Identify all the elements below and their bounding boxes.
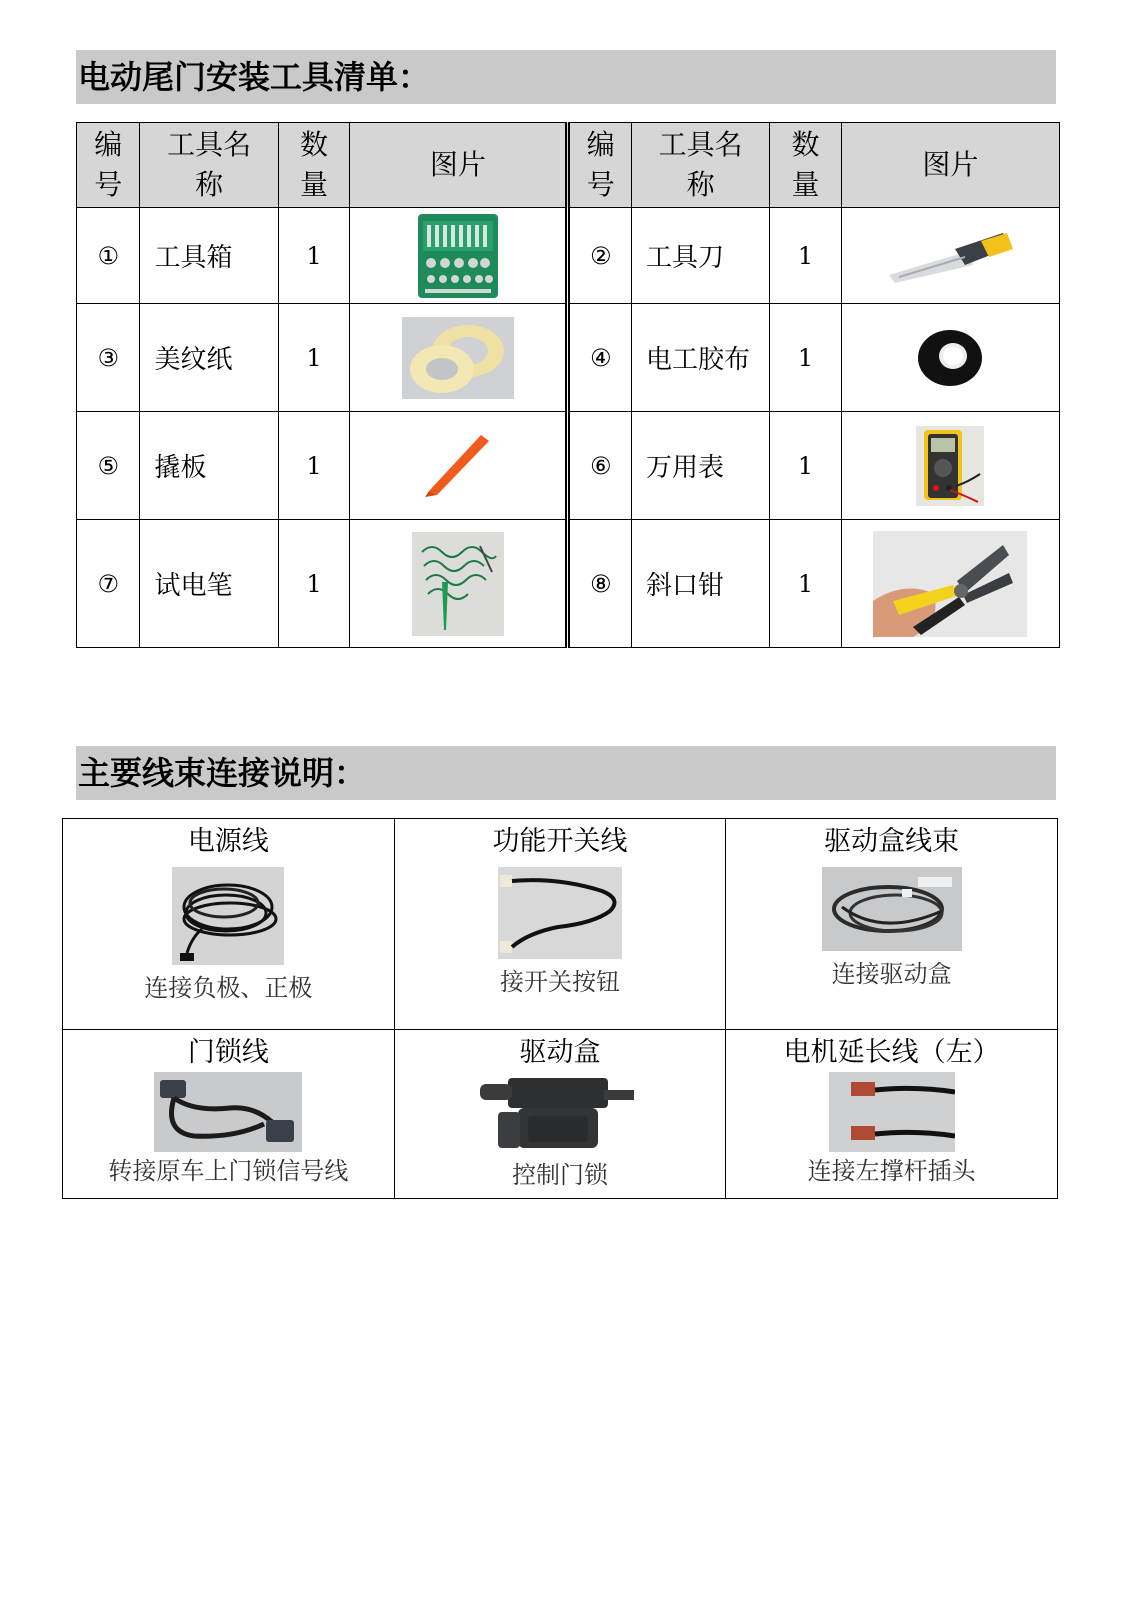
harness-title: 门锁线: [187, 1037, 269, 1068]
header-number: 编号: [568, 123, 631, 208]
toolbox-icon: [417, 213, 499, 299]
tool-name: 撬板: [140, 412, 278, 520]
harness-cell: [394, 1030, 726, 1199]
drive-box-harness-icon: [822, 867, 962, 951]
item-number: ③: [77, 304, 140, 412]
harness-description: 接开关按钮: [499, 968, 620, 996]
header-tool-name: 工具名称: [631, 123, 769, 208]
tool-name: 试电笔: [140, 520, 278, 648]
table-row: [77, 412, 1060, 520]
harness-description: 连接负极、正极: [144, 974, 313, 1002]
harness-description: 连接左撑杆插头: [807, 1157, 976, 1185]
item-number: ⑦: [77, 520, 140, 648]
tool-quantity: 1: [770, 412, 842, 520]
tool-picture-cell: [841, 520, 1059, 648]
tool-name: 美纹纸: [140, 304, 278, 412]
drive-box-icon: [478, 1072, 642, 1156]
motor-extension-cable-icon: [829, 1072, 955, 1152]
tools-table: [76, 122, 1060, 648]
tool-name: 斜口钳: [631, 520, 769, 648]
diagonal-pliers-icon: [873, 531, 1027, 637]
tool-quantity: 1: [278, 208, 350, 304]
tool-quantity: 1: [770, 208, 842, 304]
tool-picture-cell: [841, 304, 1059, 412]
multimeter-icon: [916, 426, 984, 506]
table-header-row: [77, 123, 1060, 208]
tool-name: 工具箱: [140, 208, 278, 304]
tool-picture-cell: [350, 208, 568, 304]
tool-picture-cell: [350, 520, 568, 648]
table-row: [63, 1030, 1058, 1199]
test-pen-icon: [412, 532, 504, 636]
pry-tool-icon: [423, 433, 493, 499]
tool-picture-cell: [350, 304, 568, 412]
harness-cell: [394, 819, 726, 1030]
tool-name: 电工胶布: [631, 304, 769, 412]
header-picture: 图片: [841, 123, 1059, 208]
utility-knife-icon: [885, 229, 1015, 283]
item-number: ⑧: [568, 520, 631, 648]
harness-title: 驱动盒线束: [824, 826, 960, 857]
harness-title: 功能开关线: [492, 826, 628, 857]
tool-name: 万用表: [631, 412, 769, 520]
header-quantity: 数量: [278, 123, 350, 208]
tool-picture-cell: [841, 412, 1059, 520]
tool-quantity: 1: [278, 520, 350, 648]
power-cable-icon: [172, 867, 284, 965]
header-quantity: 数量: [770, 123, 842, 208]
door-lock-cable-icon: [154, 1072, 302, 1152]
tool-quantity: 1: [278, 412, 350, 520]
harness-title: 电源线: [187, 826, 269, 857]
table-row: [63, 819, 1058, 1030]
table-row: [77, 304, 1060, 412]
harness-description: 连接驱动盒: [831, 960, 952, 988]
switch-cable-icon: [498, 867, 622, 959]
harness-cell: [726, 819, 1058, 1030]
harness-description: 转接原车上门锁信号线: [108, 1157, 349, 1185]
harness-table: [62, 818, 1058, 1199]
harness-cell: [726, 1030, 1058, 1199]
tool-picture-cell: [350, 412, 568, 520]
header-number: 编号: [77, 123, 140, 208]
header-picture: 图片: [350, 123, 568, 208]
harness-cell: [63, 819, 395, 1030]
harness-title: 电机延长线（左）: [783, 1037, 1000, 1068]
item-number: ④: [568, 304, 631, 412]
harness-description: 控制门锁: [511, 1161, 608, 1189]
tool-picture-cell: [841, 208, 1059, 304]
item-number: ①: [77, 208, 140, 304]
tool-name: 工具刀: [631, 208, 769, 304]
harness-title: 驱动盒: [519, 1037, 601, 1068]
item-number: ⑥: [568, 412, 631, 520]
header-tool-name: 工具名称: [140, 123, 278, 208]
table-row: [77, 208, 1060, 304]
tool-quantity: 1: [770, 520, 842, 648]
tool-quantity: 1: [770, 304, 842, 412]
section-title-harness: 主要线束连接说明：: [76, 746, 1056, 800]
harness-cell: [63, 1030, 395, 1199]
item-number: ②: [568, 208, 631, 304]
item-number: ⑤: [77, 412, 140, 520]
table-row: [77, 520, 1060, 648]
section-title-tools: 电动尾门安装工具清单：: [76, 50, 1056, 104]
electrical-tape-icon: [915, 326, 985, 390]
masking-tape-icon: [402, 317, 514, 399]
tool-quantity: 1: [278, 304, 350, 412]
